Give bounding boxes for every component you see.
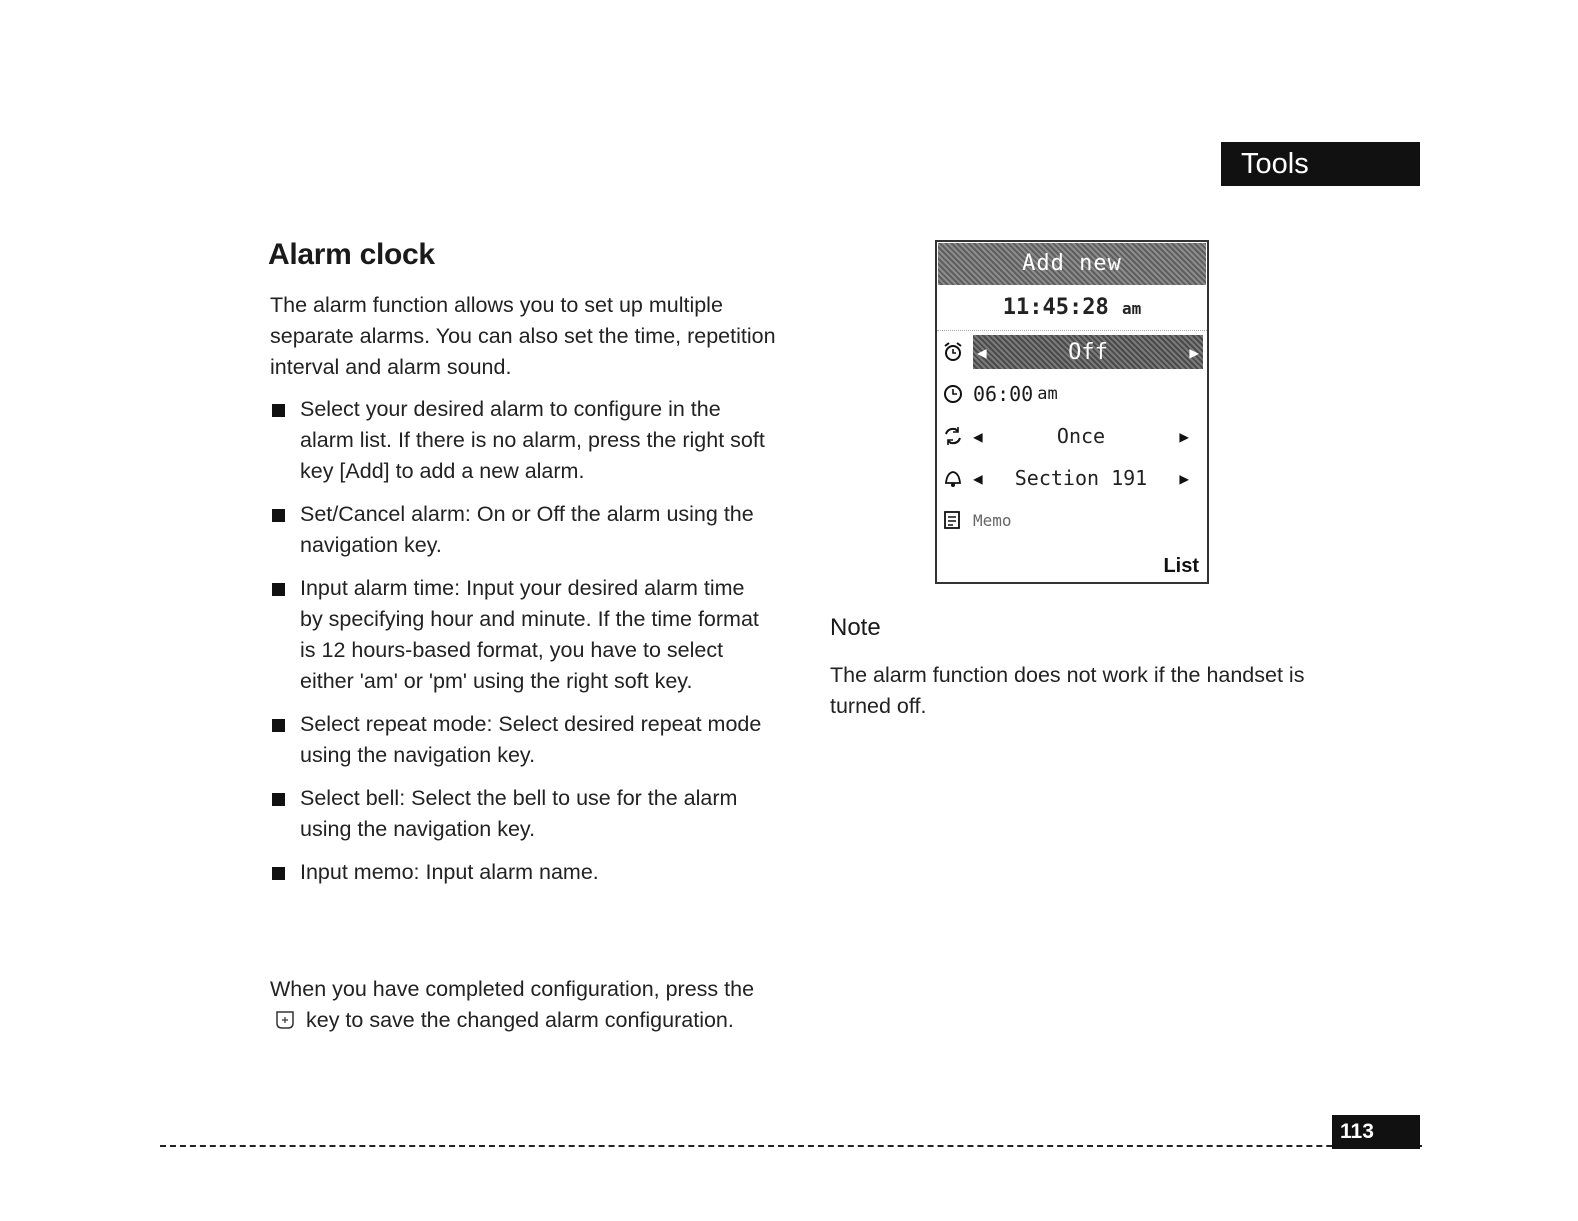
memo-row[interactable] — [937, 499, 1207, 541]
bullet-square-icon — [272, 793, 285, 806]
alarm-time-value[interactable]: 06:00 — [973, 382, 1034, 406]
alarm-time-row[interactable] — [937, 373, 1207, 415]
right-arrow-icon[interactable]: ▶ — [1189, 342, 1199, 362]
right-arrow-icon[interactable]: ▶ — [1179, 468, 1189, 488]
bullet-square-icon — [272, 719, 285, 732]
memo-field[interactable]: Memo — [973, 510, 1012, 530]
list-item: Select bell: Select the bell to use for the alarm using the navigation key. — [270, 783, 770, 845]
repeat-icon — [941, 424, 965, 448]
list-softkey[interactable]: List — [1163, 555, 1199, 577]
bell-icon — [941, 466, 965, 490]
list-item: Select your desired alarm to configure in the alarm list. If there is no alarm, press the right soft key [Add] to add a new alarm. — [270, 394, 770, 487]
phone-screen — [935, 240, 1209, 584]
list-item: Set/Cancel alarm: On or Off the alarm using the navigation key. — [270, 499, 770, 561]
closing-paragraph: When you have completed configuration, press the key to save the changed alarm configuration. — [270, 977, 755, 1032]
section-tab: Tools — [1221, 142, 1420, 186]
note-text: The alarm function does not work if the handset is turned off. — [830, 663, 1305, 718]
bullet-square-icon — [272, 583, 285, 596]
right-arrow-icon[interactable]: ▶ — [1179, 426, 1189, 446]
left-arrow-icon[interactable]: ◀ — [973, 426, 983, 446]
bell-row[interactable]: ◀ Section 191 ▶ — [937, 457, 1207, 499]
bullet-square-icon — [272, 867, 285, 880]
list-item: Select repeat mode: Select desired repeat mode using the navigation key. — [270, 709, 770, 771]
footer-divider — [160, 1145, 1422, 1147]
left-arrow-icon[interactable]: ◀ — [977, 342, 987, 362]
memo-icon — [941, 508, 965, 532]
instruction-list — [270, 394, 770, 900]
current-time-display: 11:45:28 am — [937, 286, 1207, 331]
alarm-state-selector[interactable]: ◀ Off ▶ — [973, 335, 1203, 369]
clock-icon — [941, 382, 965, 406]
intro-paragraph: The alarm function allows you to set up multiple separate alarms. You can also set the time, repetition interval and alarm sound. — [270, 293, 776, 379]
alarm-clock-icon — [941, 340, 965, 364]
list-item: Input alarm time: Input your desired alarm time by specifying hour and minute. If the time format is 12 hours-based format, you have to select either 'am' or 'pm' using the right soft key. — [270, 573, 770, 697]
bullet-square-icon — [272, 509, 285, 522]
left-arrow-icon[interactable]: ◀ — [973, 468, 983, 488]
screen-title: Add new — [938, 243, 1206, 285]
note-title: Note — [830, 614, 881, 641]
repeat-row[interactable]: ◀ Once ▶ — [937, 415, 1207, 457]
list-item: Input memo: Input alarm name. — [270, 857, 770, 888]
page-number: 113 — [1332, 1115, 1420, 1149]
alarm-state-row[interactable] — [937, 331, 1207, 373]
page-title: Alarm clock — [268, 238, 435, 271]
alarm-ampm[interactable]: am — [1037, 384, 1058, 404]
bullet-square-icon — [272, 404, 285, 417]
save-key-icon — [274, 1009, 296, 1031]
